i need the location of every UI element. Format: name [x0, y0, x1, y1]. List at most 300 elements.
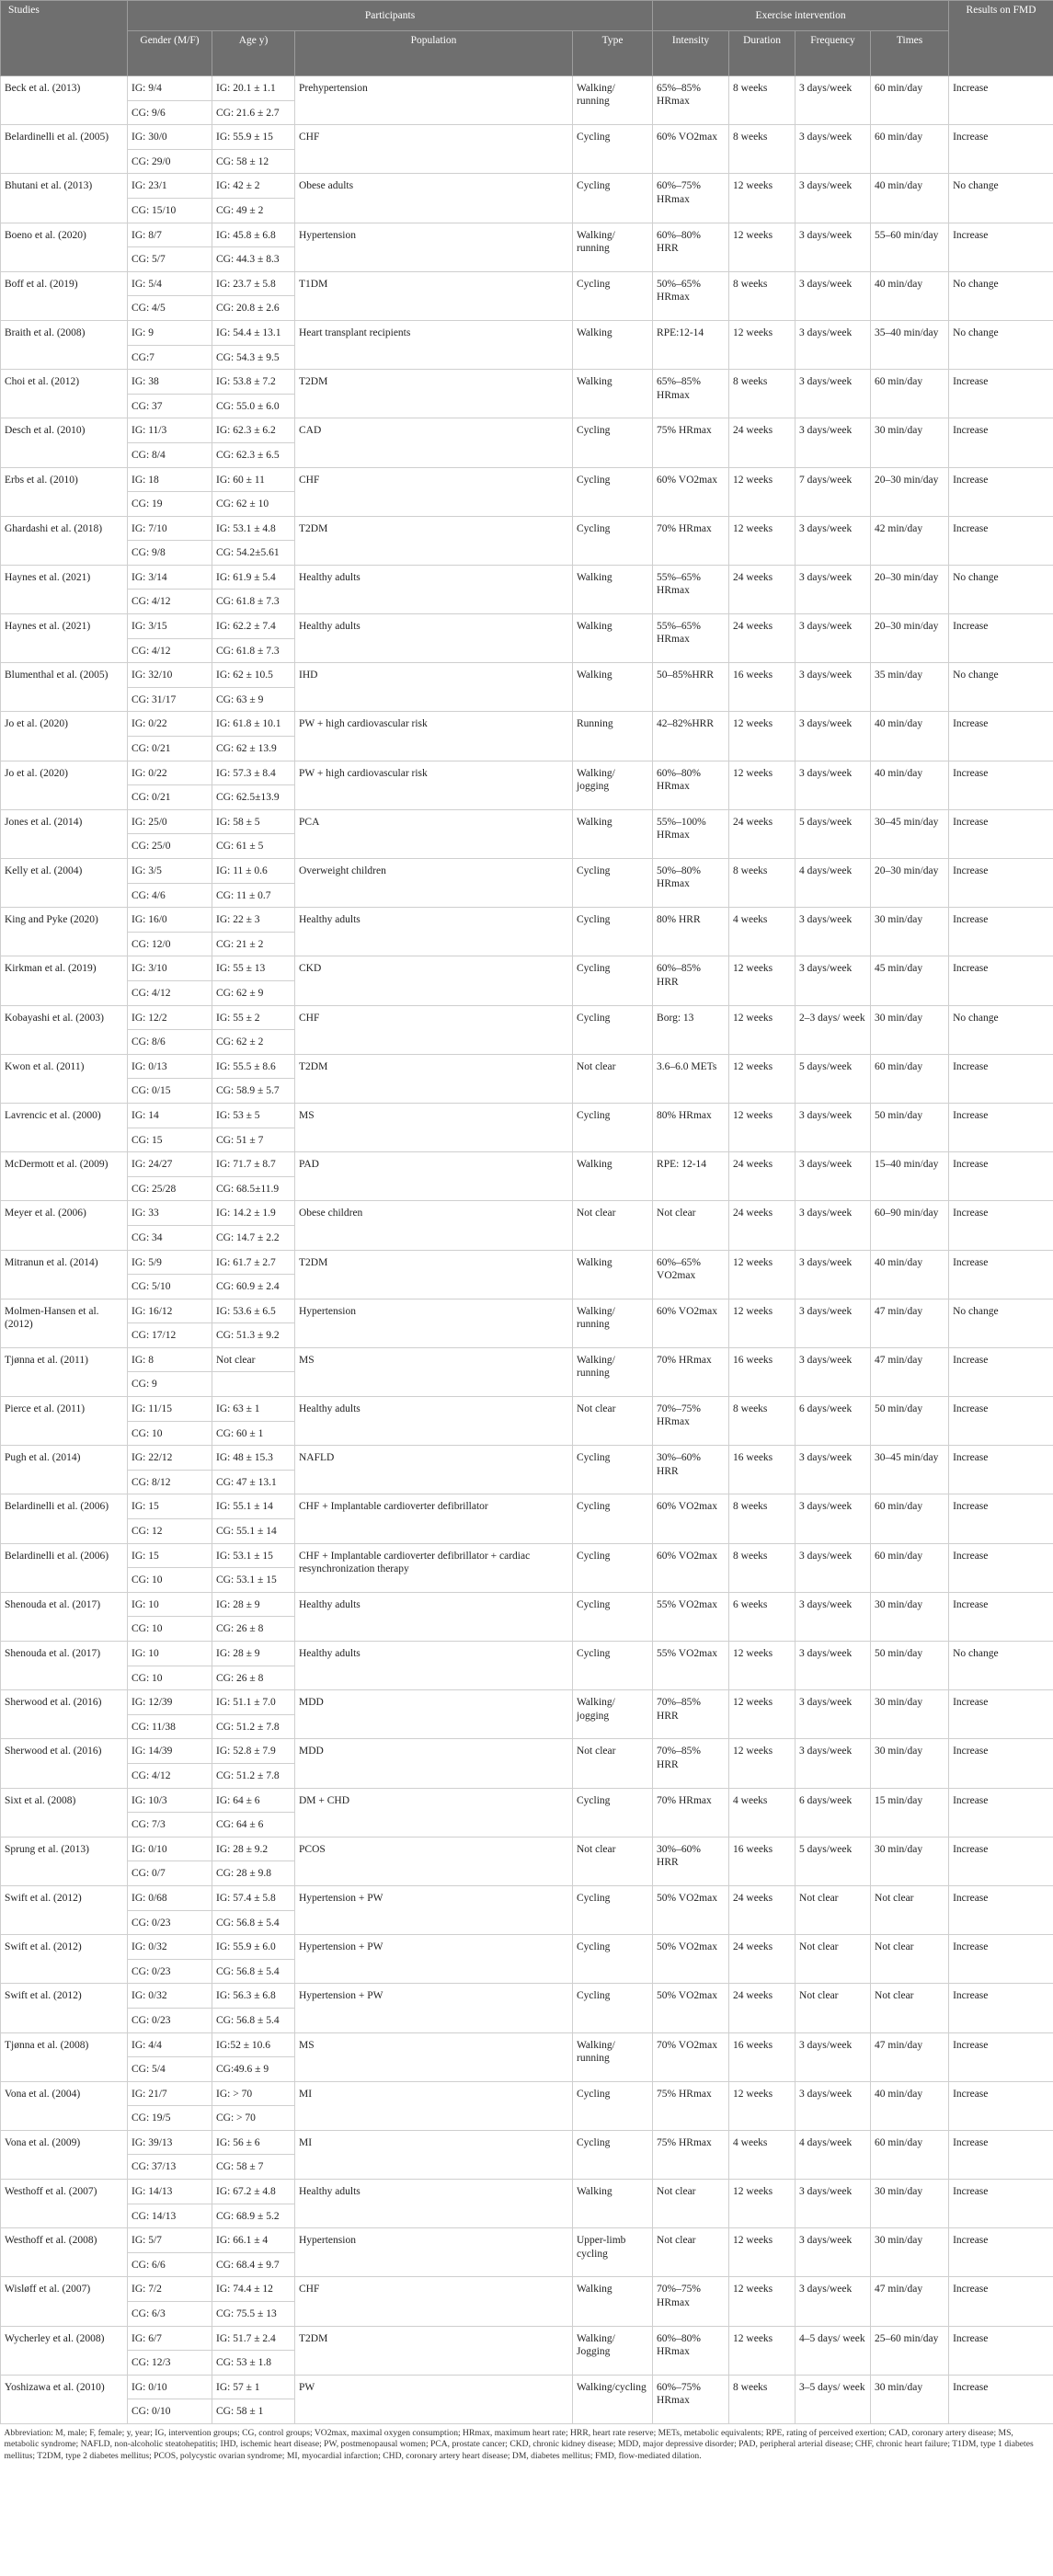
duration-cell: 8 weeks: [729, 76, 795, 125]
result-cell: No change: [949, 1642, 1053, 1690]
intensity-cell: 60%–65% VO2max: [653, 1250, 729, 1299]
population-cell: Hypertension: [295, 2228, 573, 2277]
intensity-cell: 60% VO2max: [653, 1543, 729, 1592]
study-cell: Beck et al. (2013): [1, 76, 128, 125]
intensity-cell: 65%–85% HRmax: [653, 76, 729, 125]
ig-gender-cell: IG: 38: [128, 370, 212, 395]
ig-age-cell: IG: 55 ± 13: [212, 956, 295, 981]
table-row: [1, 1885, 1053, 1910]
frequency-cell: 3 days/week: [795, 223, 871, 271]
cg-gender-cell: CG: 4/12: [128, 1763, 212, 1788]
frequency-cell: 3 days/week: [795, 2277, 871, 2326]
result-cell: Increase: [949, 614, 1053, 663]
intensity-cell: 30%–60% HRR: [653, 1837, 729, 1885]
table-row: [1, 370, 1053, 395]
study-cell: Choi et al. (2012): [1, 370, 128, 418]
ig-age-cell: IG: 53.1 ± 15: [212, 1543, 295, 1568]
type-cell: Walking: [573, 809, 653, 858]
population-cell: CHF: [295, 1005, 573, 1054]
intensity-cell: RPE: 12-14: [653, 1152, 729, 1201]
ig-age-cell: IG: 61.9 ± 5.4: [212, 565, 295, 590]
population-cell: PAD: [295, 1152, 573, 1201]
duration-cell: 24 weeks: [729, 1984, 795, 2032]
ig-age-cell: IG:52 ± 10.6: [212, 2032, 295, 2057]
type-cell: Walking: [573, 1152, 653, 1201]
times-cell: 55–60 min/day: [871, 223, 949, 271]
result-cell: Increase: [949, 1885, 1053, 1934]
result-cell: Increase: [949, 1984, 1053, 2032]
type-cell: Walking: [573, 1250, 653, 1299]
result-cell: Increase: [949, 2032, 1053, 2081]
ig-gender-cell: IG: 3/14: [128, 565, 212, 590]
population-cell: DM + CHD: [295, 1788, 573, 1837]
header-frequency: Frequency: [795, 31, 871, 76]
frequency-cell: 7 days/week: [795, 467, 871, 516]
table-row: [1, 516, 1053, 541]
cg-age-cell: CG: 21 ± 2: [212, 932, 295, 956]
result-cell: Increase: [949, 1837, 1053, 1885]
ig-age-cell: IG: 28 ± 9.2: [212, 1837, 295, 1861]
duration-cell: 24 weeks: [729, 1935, 795, 1984]
population-cell: Hypertension + PW: [295, 1885, 573, 1934]
result-cell: Increase: [949, 2375, 1053, 2423]
intensity-cell: 60% VO2max: [653, 1299, 729, 1347]
ig-age-cell: Not clear: [212, 1347, 295, 1372]
study-cell: Shenouda et al. (2017): [1, 1592, 128, 1641]
cg-gender-cell: CG: 0/10: [128, 2399, 212, 2424]
table-row: [1, 1152, 1053, 1177]
type-cell: Cycling: [573, 1885, 653, 1934]
result-cell: Increase: [949, 1543, 1053, 1592]
ig-age-cell: IG: 57.3 ± 8.4: [212, 761, 295, 785]
study-cell: Boff et al. (2019): [1, 271, 128, 320]
study-cell: Vona et al. (2004): [1, 2081, 128, 2130]
ig-gender-cell: IG: 6/7: [128, 2326, 212, 2351]
result-cell: Increase: [949, 1201, 1053, 1250]
duration-cell: 24 weeks: [729, 1201, 795, 1250]
frequency-cell: 3 days/week: [795, 2081, 871, 2130]
study-cell: Westhoff et al. (2008): [1, 2228, 128, 2277]
frequency-cell: 3 days/week: [795, 614, 871, 663]
ig-age-cell: IG: 28 ± 9: [212, 1592, 295, 1617]
ig-age-cell: IG: 66.1 ± 4: [212, 2228, 295, 2253]
population-cell: CHF: [295, 125, 573, 174]
population-cell: Hypertension + PW: [295, 1935, 573, 1984]
duration-cell: 24 weeks: [729, 614, 795, 663]
cg-age-cell: CG: 56.8 ± 5.4: [212, 1910, 295, 1935]
times-cell: 35–40 min/day: [871, 320, 949, 369]
cg-age-cell: CG: 58.9 ± 5.7: [212, 1079, 295, 1104]
cg-age-cell: CG: 61.8 ± 7.3: [212, 590, 295, 614]
cg-gender-cell: CG: 6/6: [128, 2252, 212, 2277]
type-cell: Cycling: [573, 467, 653, 516]
duration-cell: 16 weeks: [729, 1347, 795, 1396]
table-row: [1, 1250, 1053, 1275]
type-cell: Cycling: [573, 908, 653, 956]
intensity-cell: 70%–75% HRmax: [653, 2277, 729, 2326]
table-row: [1, 1397, 1053, 1422]
cg-gender-cell: CG: 29/0: [128, 149, 212, 174]
frequency-cell: Not clear: [795, 1885, 871, 1934]
population-cell: CHF: [295, 2277, 573, 2326]
cg-age-cell: CG: 62 ± 10: [212, 492, 295, 517]
cg-age-cell: CG: 14.7 ± 2.2: [212, 1225, 295, 1250]
table-row: [1, 1494, 1053, 1519]
cg-gender-cell: CG: 10: [128, 1421, 212, 1446]
result-cell: Increase: [949, 418, 1053, 467]
population-cell: Hypertension: [295, 1299, 573, 1347]
table-row: [1, 908, 1053, 933]
ig-gender-cell: IG: 11/3: [128, 418, 212, 443]
frequency-cell: 3 days/week: [795, 956, 871, 1005]
table-row: [1, 761, 1053, 785]
cg-gender-cell: CG: 19: [128, 492, 212, 517]
ig-age-cell: IG: 71.7 ± 8.7: [212, 1152, 295, 1177]
intensity-cell: 65%–85% HRmax: [653, 370, 729, 418]
frequency-cell: 4–5 days/ week: [795, 2326, 871, 2375]
result-cell: Increase: [949, 370, 1053, 418]
times-cell: 30 min/day: [871, 2375, 949, 2423]
duration-cell: 12 weeks: [729, 761, 795, 809]
type-cell: Walking: [573, 614, 653, 663]
times-cell: 25–60 min/day: [871, 2326, 949, 2375]
table-row: [1, 320, 1053, 345]
cg-age-cell: CG: 11 ± 0.7: [212, 883, 295, 908]
result-cell: Increase: [949, 1592, 1053, 1641]
cg-gender-cell: CG: 4/12: [128, 980, 212, 1005]
cg-age-cell: CG: 47 ± 13.1: [212, 1470, 295, 1494]
table-row: [1, 2326, 1053, 2351]
ig-gender-cell: IG: 7/10: [128, 516, 212, 541]
times-cell: 60 min/day: [871, 1543, 949, 1592]
ig-age-cell: IG: 56 ± 6: [212, 2130, 295, 2155]
cg-gender-cell: CG: 0/7: [128, 1861, 212, 1886]
study-cell: Haynes et al. (2021): [1, 565, 128, 613]
result-cell: Increase: [949, 2228, 1053, 2277]
cg-gender-cell: CG: 4/12: [128, 590, 212, 614]
frequency-cell: 3 days/week: [795, 1543, 871, 1592]
frequency-cell: 3 days/week: [795, 320, 871, 369]
times-cell: 47 min/day: [871, 1347, 949, 1396]
duration-cell: 12 weeks: [729, 223, 795, 271]
ig-gender-cell: IG: 0/22: [128, 712, 212, 737]
frequency-cell: 5 days/week: [795, 809, 871, 858]
ig-gender-cell: IG: 22/12: [128, 1446, 212, 1471]
type-cell: Cycling: [573, 516, 653, 565]
table-row: [1, 1690, 1053, 1715]
ig-gender-cell: IG: 25/0: [128, 809, 212, 834]
type-cell: Upper-limb cycling: [573, 2228, 653, 2277]
times-cell: Not clear: [871, 1885, 949, 1934]
duration-cell: 24 weeks: [729, 565, 795, 613]
cg-age-cell: CG: 51.2 ± 7.8: [212, 1763, 295, 1788]
type-cell: Cycling: [573, 1103, 653, 1151]
study-cell: Meyer et al. (2006): [1, 1201, 128, 1250]
result-cell: Increase: [949, 76, 1053, 125]
ig-gender-cell: IG: 0/10: [128, 2375, 212, 2399]
intensity-cell: 80% HRmax: [653, 1103, 729, 1151]
times-cell: 50 min/day: [871, 1103, 949, 1151]
population-cell: Healthy adults: [295, 1397, 573, 1446]
cg-gender-cell: CG: 10: [128, 1666, 212, 1690]
duration-cell: 24 weeks: [729, 1885, 795, 1934]
table-row: [1, 2180, 1053, 2204]
intensity-cell: 60%–85% HRR: [653, 956, 729, 1005]
ig-gender-cell: IG: 16/0: [128, 908, 212, 933]
type-cell: Cycling: [573, 271, 653, 320]
population-cell: CHF + Implantable cardioverter defibrillator: [295, 1494, 573, 1543]
table-row: [1, 1054, 1053, 1079]
intensity-cell: 60% VO2max: [653, 125, 729, 174]
intensity-cell: 60%–75% HRmax: [653, 2375, 729, 2423]
population-cell: Healthy adults: [295, 614, 573, 663]
study-cell: Blumenthal et al. (2005): [1, 663, 128, 712]
cg-age-cell: CG: 51.3 ± 9.2: [212, 1323, 295, 1348]
cg-gender-cell: CG: 15/10: [128, 198, 212, 223]
cg-gender-cell: CG: 15: [128, 1128, 212, 1152]
type-cell: Not clear: [573, 1739, 653, 1788]
times-cell: 42 min/day: [871, 516, 949, 565]
cg-gender-cell: CG: 8/6: [128, 1030, 212, 1055]
cg-age-cell: CG: 58 ± 1: [212, 2399, 295, 2424]
ig-age-cell: IG: 55.9 ± 15: [212, 125, 295, 150]
type-cell: Cycling: [573, 1642, 653, 1690]
ig-age-cell: IG: 51.7 ± 2.4: [212, 2326, 295, 2351]
study-cell: Shenouda et al. (2017): [1, 1642, 128, 1690]
times-cell: 40 min/day: [871, 712, 949, 761]
ig-gender-cell: IG: 15: [128, 1543, 212, 1568]
ig-age-cell: IG: 62 ± 10.5: [212, 663, 295, 688]
result-cell: Increase: [949, 125, 1053, 174]
cg-gender-cell: CG: 0/23: [128, 2008, 212, 2032]
ig-age-cell: IG: 67.2 ± 4.8: [212, 2180, 295, 2204]
cg-gender-cell: CG: 6/3: [128, 2302, 212, 2327]
table-row: [1, 956, 1053, 981]
ig-gender-cell: IG: 15: [128, 1494, 212, 1519]
cg-age-cell: CG: 56.8 ± 5.4: [212, 2008, 295, 2032]
study-cell: Vona et al. (2009): [1, 2130, 128, 2179]
ig-age-cell: IG: 22 ± 3: [212, 908, 295, 933]
study-cell: Braith et al. (2008): [1, 320, 128, 369]
study-cell: Boeno et al. (2020): [1, 223, 128, 271]
population-cell: Heart transplant recipients: [295, 320, 573, 369]
cg-gender-cell: CG: 0/23: [128, 1910, 212, 1935]
duration-cell: 12 weeks: [729, 1690, 795, 1739]
times-cell: 60 min/day: [871, 1054, 949, 1103]
duration-cell: 24 weeks: [729, 1152, 795, 1201]
type-cell: Cycling: [573, 1984, 653, 2032]
cg-gender-cell: CG: 9/6: [128, 100, 212, 125]
duration-cell: 8 weeks: [729, 271, 795, 320]
times-cell: 60 min/day: [871, 76, 949, 125]
cg-age-cell: CG: 28 ± 9.8: [212, 1861, 295, 1886]
cg-age-cell: CG: 63 ± 9: [212, 687, 295, 712]
population-cell: PCOS: [295, 1837, 573, 1885]
study-cell: McDermott et al. (2009): [1, 1152, 128, 1201]
type-cell: Walking/ running: [573, 1299, 653, 1347]
result-cell: Increase: [949, 1935, 1053, 1984]
type-cell: Cycling: [573, 174, 653, 223]
frequency-cell: 3 days/week: [795, 1446, 871, 1494]
ig-gender-cell: IG: 9/4: [128, 76, 212, 101]
study-cell: Kirkman et al. (2019): [1, 956, 128, 1005]
duration-cell: 12 weeks: [729, 1054, 795, 1103]
result-cell: Increase: [949, 1446, 1053, 1494]
study-cell: Ghardashi et al. (2018): [1, 516, 128, 565]
intensity-cell: 50% VO2max: [653, 1984, 729, 2032]
times-cell: 30–45 min/day: [871, 809, 949, 858]
study-cell: Lavrencic et al. (2000): [1, 1103, 128, 1151]
ig-age-cell: IG: 53 ± 5: [212, 1103, 295, 1128]
table-row: [1, 1201, 1053, 1226]
population-cell: MDD: [295, 1690, 573, 1739]
duration-cell: 16 weeks: [729, 1446, 795, 1494]
result-cell: No change: [949, 1005, 1053, 1054]
cg-age-cell: CG: 58 ± 7: [212, 2155, 295, 2180]
header-participants: Participants: [128, 1, 653, 31]
intensity-cell: 60% VO2max: [653, 1494, 729, 1543]
study-cell: Swift et al. (2012): [1, 1984, 128, 2032]
frequency-cell: Not clear: [795, 1984, 871, 2032]
population-cell: T2DM: [295, 2326, 573, 2375]
table-row: [1, 1446, 1053, 1471]
frequency-cell: 3 days/week: [795, 1690, 871, 1739]
times-cell: 60 min/day: [871, 1494, 949, 1543]
duration-cell: 8 weeks: [729, 1494, 795, 1543]
duration-cell: 6 weeks: [729, 1592, 795, 1641]
result-cell: Increase: [949, 761, 1053, 809]
table-row: [1, 1739, 1053, 1764]
frequency-cell: Not clear: [795, 1935, 871, 1984]
times-cell: 30 min/day: [871, 1739, 949, 1788]
frequency-cell: 5 days/week: [795, 1054, 871, 1103]
times-cell: 45 min/day: [871, 956, 949, 1005]
times-cell: 35 min/day: [871, 663, 949, 712]
table-row: [1, 2081, 1053, 2106]
ig-age-cell: IG: 57.4 ± 5.8: [212, 1885, 295, 1910]
cg-age-cell: CG: 62 ± 9: [212, 980, 295, 1005]
intensity-cell: 50% VO2max: [653, 1885, 729, 1934]
intensity-cell: 80% HRR: [653, 908, 729, 956]
intensity-cell: 60%–80% HRmax: [653, 2326, 729, 2375]
times-cell: 47 min/day: [871, 2032, 949, 2081]
times-cell: 20–30 min/day: [871, 859, 949, 908]
type-cell: Walking/ Jogging: [573, 2326, 653, 2375]
study-cell: Sherwood et al. (2016): [1, 1690, 128, 1739]
frequency-cell: 2–3 days/ week: [795, 1005, 871, 1054]
times-cell: 40 min/day: [871, 1250, 949, 1299]
study-cell: Sherwood et al. (2016): [1, 1739, 128, 1788]
type-cell: Walking/ jogging: [573, 1690, 653, 1739]
frequency-cell: 3 days/week: [795, 271, 871, 320]
population-cell: PW + high cardiovascular risk: [295, 761, 573, 809]
frequency-cell: 3 days/week: [795, 76, 871, 125]
ig-gender-cell: IG: 11/15: [128, 1397, 212, 1422]
intensity-cell: 70%–85% HRR: [653, 1739, 729, 1788]
times-cell: 15–40 min/day: [871, 1152, 949, 1201]
intensity-cell: 50%–80% HRmax: [653, 859, 729, 908]
cg-age-cell: CG: 51.2 ± 7.8: [212, 1714, 295, 1739]
type-cell: Walking: [573, 2277, 653, 2326]
table-row: [1, 1103, 1053, 1128]
cg-age-cell: CG: 68.9 ± 5.2: [212, 2204, 295, 2228]
ig-age-cell: IG: 64 ± 6: [212, 1788, 295, 1813]
study-cell: Sixt et al. (2008): [1, 1788, 128, 1837]
abbreviation-note: Abbreviation: M, male; F, female; y, year; IG, intervention groups; CG, control groups; VO2max, maximal oxygen consumption; HRmax, maximum heart rate; HRR, heart rate reserve; METs, metabolic equivalents; RPE, rating of perceived exertion; CAD, coronary artery disease; MS, metabolic syndrome; NAFLD, non-alcoholic steatohepatitis; IHD, ischemic heart disease; PW, postmenopausal women; PCA, prostate cancer; CKD, chronic kidney disease; MDD, major depressive disorder; PAD, peripheral arterial disease; CHF, chronic heart failure; T1DM, type 1 diabetes mellitus; T2DM, type 2 diabetes mellitus; PCOS, polycystic ovarian syndrome; MI, myocardial infarction; CHD, coronary artery heart disease; DM, diabetes mellitus; FMD, flow-mediated dilation.: [4, 2428, 1034, 2461]
table-row: [1, 1005, 1053, 1030]
intensity-cell: 55%–65% HRmax: [653, 565, 729, 613]
result-cell: Increase: [949, 1347, 1053, 1396]
ig-age-cell: IG: 58 ± 5: [212, 809, 295, 834]
study-cell: Kwon et al. (2011): [1, 1054, 128, 1103]
duration-cell: 4 weeks: [729, 908, 795, 956]
population-cell: MI: [295, 2130, 573, 2179]
cg-age-cell: CG: 51 ± 7: [212, 1128, 295, 1152]
cg-age-cell: CG: 54.2±5.61: [212, 541, 295, 566]
duration-cell: 12 weeks: [729, 1739, 795, 1788]
study-cell: Wisløff et al. (2007): [1, 2277, 128, 2326]
frequency-cell: 6 days/week: [795, 1397, 871, 1446]
intensity-cell: Not clear: [653, 1201, 729, 1250]
table-row: [1, 712, 1053, 737]
type-cell: Walking: [573, 565, 653, 613]
ig-gender-cell: IG: 5/7: [128, 2228, 212, 2253]
study-cell: Bhutani et al. (2013): [1, 174, 128, 223]
population-cell: CHF: [295, 467, 573, 516]
cg-gender-cell: CG: 0/15: [128, 1079, 212, 1104]
frequency-cell: 3 days/week: [795, 1201, 871, 1250]
duration-cell: 4 weeks: [729, 2130, 795, 2179]
study-cell: Mitranun et al. (2014): [1, 1250, 128, 1299]
population-cell: CKD: [295, 956, 573, 1005]
duration-cell: 12 weeks: [729, 2228, 795, 2277]
ig-age-cell: IG: 11 ± 0.6: [212, 859, 295, 884]
type-cell: Cycling: [573, 125, 653, 174]
duration-cell: 12 weeks: [729, 2277, 795, 2326]
ig-gender-cell: IG: 10: [128, 1592, 212, 1617]
cg-gender-cell: CG: 37: [128, 394, 212, 418]
study-cell: Swift et al. (2012): [1, 1935, 128, 1984]
times-cell: 40 min/day: [871, 271, 949, 320]
type-cell: Running: [573, 712, 653, 761]
ig-gender-cell: IG: 14/39: [128, 1739, 212, 1764]
population-cell: Healthy adults: [295, 1592, 573, 1641]
result-cell: Increase: [949, 223, 1053, 271]
table-row: [1, 1299, 1053, 1323]
cg-age-cell: CG: 62 ± 13.9: [212, 737, 295, 761]
ig-gender-cell: IG: 3/10: [128, 956, 212, 981]
type-cell: Cycling: [573, 2130, 653, 2179]
population-cell: T1DM: [295, 271, 573, 320]
population-cell: MDD: [295, 1739, 573, 1788]
cg-age-cell: CG: 53.1 ± 15: [212, 1568, 295, 1593]
header-studies: Studies: [1, 1, 128, 76]
ig-age-cell: IG: 28 ± 9: [212, 1642, 295, 1666]
duration-cell: 12 weeks: [729, 1642, 795, 1690]
result-cell: Increase: [949, 2130, 1053, 2179]
duration-cell: 12 weeks: [729, 1103, 795, 1151]
table-row: [1, 614, 1053, 639]
intensity-cell: 75% HRmax: [653, 418, 729, 467]
study-cell: Belardinelli et al. (2005): [1, 125, 128, 174]
population-cell: Healthy adults: [295, 2180, 573, 2228]
cg-gender-cell: CG: 17/12: [128, 1323, 212, 1348]
result-cell: Increase: [949, 859, 1053, 908]
cg-age-cell: [212, 1372, 295, 1397]
result-cell: Increase: [949, 1152, 1053, 1201]
intensity-cell: 75% HRmax: [653, 2081, 729, 2130]
ig-age-cell: IG: 53.6 ± 6.5: [212, 1299, 295, 1323]
